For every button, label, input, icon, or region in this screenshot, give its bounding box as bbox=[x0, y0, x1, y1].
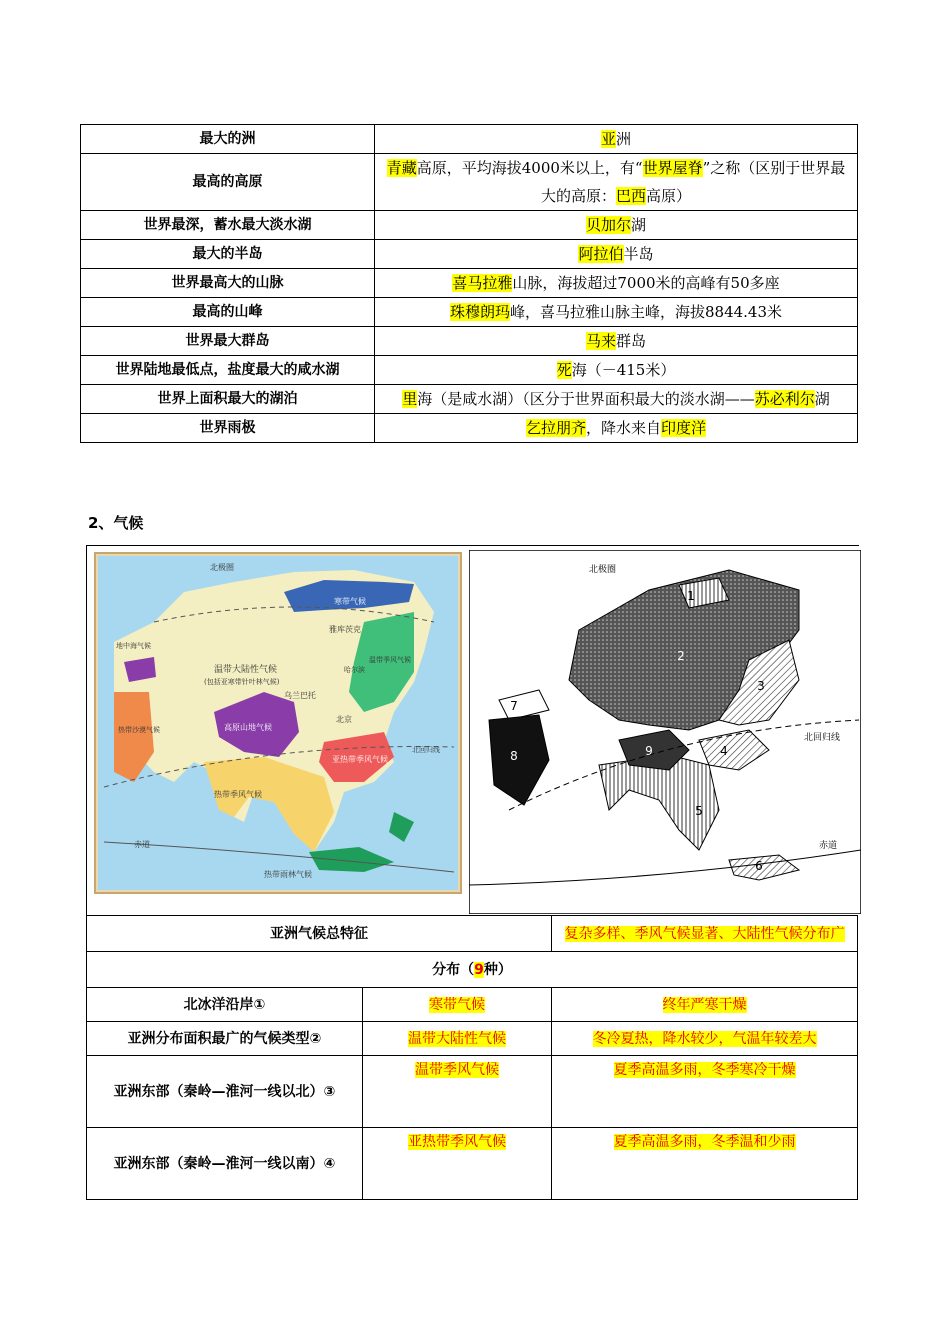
label-north-pole: 北极圈 bbox=[210, 563, 234, 572]
fact-key: 最高的山峰 bbox=[81, 298, 375, 327]
plain-text: 洲 bbox=[616, 130, 632, 148]
fact-value bbox=[375, 154, 858, 211]
fact-row bbox=[81, 327, 858, 356]
label-tropic-right: 北回归线 bbox=[804, 733, 841, 743]
climate-feature: 夏季高温多雨，冬季寒冷干燥 bbox=[613, 1062, 796, 1078]
label-highland: 高原山地气候 bbox=[224, 723, 272, 732]
plain-text: 高原，平均海拔4000米以上，有“ bbox=[416, 159, 643, 177]
plain-text: 湖 bbox=[631, 216, 647, 234]
region-cell: 北冰洋沿岸① bbox=[87, 988, 363, 1022]
fact-key: 最大的半岛 bbox=[81, 240, 375, 269]
fact-value bbox=[375, 385, 858, 414]
fact-key: 世界最高大的山脉 bbox=[81, 269, 375, 298]
zone-number-9: 9 bbox=[645, 744, 653, 758]
label-yakutsk: 雅库茨克 bbox=[329, 625, 361, 634]
fact-key: 世界上面积最大的湖泊 bbox=[81, 385, 375, 414]
climate-type: 亚热带季风气候 bbox=[408, 1134, 506, 1150]
zone-number-7: 7 bbox=[510, 699, 518, 713]
zone-number-3: 3 bbox=[757, 679, 765, 693]
plain-text: ，降水来自 bbox=[585, 419, 661, 437]
fact-value bbox=[375, 414, 858, 443]
label-equator: 赤道 bbox=[134, 840, 150, 849]
fact-row bbox=[81, 269, 858, 298]
highlighted-text: 里 bbox=[402, 390, 418, 408]
highlighted-text: 世界屋脊 bbox=[642, 159, 703, 177]
fact-value bbox=[375, 269, 858, 298]
climate-type: 寒带气候 bbox=[429, 996, 485, 1013]
plain-text: 峰，喜马拉雅山脉主峰，海拔8844.43米 bbox=[509, 303, 783, 321]
label-equator-right: 赤道 bbox=[819, 841, 838, 851]
zone-number-6: 6 bbox=[755, 859, 763, 873]
climate-type: 温带季风气候 bbox=[415, 1062, 499, 1078]
fact-value bbox=[375, 125, 858, 154]
label-rainforest: 热带雨林气候 bbox=[264, 870, 312, 879]
label-temp-monsoon: 温带季风气候 bbox=[369, 656, 411, 664]
region-cell: 亚洲分布面积最广的气候类型② bbox=[87, 1022, 363, 1056]
fact-value bbox=[375, 211, 858, 240]
label-cont: 温带大陆性气候 bbox=[214, 665, 278, 675]
label-desert: 热带沙漠气候 bbox=[118, 726, 160, 734]
fact-key: 世界雨极 bbox=[81, 414, 375, 443]
zone-number-8: 8 bbox=[510, 749, 518, 763]
distribution-row: 分布（9种） bbox=[87, 952, 858, 988]
plain-text: 湖 bbox=[814, 390, 830, 408]
fact-key: 最高的高原 bbox=[81, 154, 375, 211]
label-subtrop: 亚热带季风气候 bbox=[332, 755, 388, 764]
fact-row bbox=[81, 154, 858, 211]
highlighted-text: 贝加尔 bbox=[585, 216, 631, 234]
highlighted-text: 珠穆朗玛 bbox=[449, 303, 510, 321]
fact-row bbox=[81, 356, 858, 385]
climate-table bbox=[86, 915, 858, 1200]
label-harbin: 哈尔滨 bbox=[344, 666, 365, 674]
plain-text: 山脉，海拔超过7000米的高峰有50多座 bbox=[512, 274, 780, 292]
fact-key: 世界最深，蓄水最大淡水湖 bbox=[81, 211, 375, 240]
highlighted-text: 喜马拉雅 bbox=[452, 274, 513, 292]
fact-value bbox=[375, 298, 858, 327]
summary-value: 复杂多样、季风气候显著、大陆性气候分布广 bbox=[564, 925, 845, 942]
fact-key: 世界最大群岛 bbox=[81, 327, 375, 356]
highlighted-text: 苏必利尔 bbox=[754, 390, 815, 408]
plain-text: ”之称（区别于世界最大的高原： bbox=[540, 159, 846, 205]
fact-value bbox=[375, 356, 858, 385]
plain-text: 半岛 bbox=[623, 245, 654, 263]
climate-type: 温带大陆性气候 bbox=[408, 1030, 506, 1047]
climate-feature: 冬冷夏热，降水较少，气温年较差大 bbox=[592, 1030, 817, 1047]
region-cell: 亚洲东部（秦岭—淮河一线以南）④ bbox=[87, 1128, 363, 1200]
label-med: 地中海气候 bbox=[116, 642, 151, 650]
plain-text: 海（－415米） bbox=[571, 361, 676, 379]
asia-climate-map-colored bbox=[94, 552, 462, 894]
highlighted-text: 阿拉伯 bbox=[578, 245, 624, 263]
climate-feature: 夏季高温多雨，冬季温和少雨 bbox=[613, 1134, 796, 1150]
distribution-count: 9 bbox=[474, 961, 484, 978]
climate-feature: 终年严寒干燥 bbox=[662, 996, 747, 1013]
fact-key: 最大的洲 bbox=[81, 125, 375, 154]
plain-text: 高原） bbox=[646, 187, 692, 205]
highlighted-text: 死 bbox=[556, 361, 572, 379]
section-heading: 2、气候 bbox=[88, 514, 144, 532]
fact-row bbox=[81, 385, 858, 414]
zone-number-1: 1 bbox=[687, 589, 695, 603]
plain-text: 群岛 bbox=[616, 332, 647, 350]
label-tropic: 北回归线 bbox=[412, 746, 440, 754]
label-ice: 寒带气候 bbox=[334, 597, 366, 606]
asia-climate-map-numbered bbox=[469, 550, 861, 914]
fact-row bbox=[81, 125, 858, 154]
climate-maps bbox=[86, 545, 859, 917]
zone-number-4: 4 bbox=[720, 744, 728, 758]
zone-number-2: 2 bbox=[677, 649, 685, 663]
highlighted-text: 亚 bbox=[600, 130, 616, 148]
highlighted-text: 印度洋 bbox=[661, 419, 707, 437]
geography-facts-table bbox=[80, 124, 858, 443]
summary-label: 亚洲气候总特征 bbox=[87, 916, 552, 952]
highlighted-text: 马来 bbox=[585, 332, 616, 350]
fact-row bbox=[81, 414, 858, 443]
highlighted-text: 乞拉朋齐 bbox=[525, 419, 586, 437]
fact-value bbox=[375, 327, 858, 356]
label-trop-monsoon: 热带季风气候 bbox=[214, 790, 262, 799]
fact-value bbox=[375, 240, 858, 269]
fact-row bbox=[81, 298, 858, 327]
zone-number-5: 5 bbox=[695, 804, 703, 818]
region-cell: 亚洲东部（秦岭—淮河一线以北）③ bbox=[87, 1056, 363, 1128]
fact-row bbox=[81, 211, 858, 240]
highlighted-text: 青藏 bbox=[386, 159, 417, 177]
label-cont-sub: (包括亚寒带针叶林气候) bbox=[204, 678, 280, 686]
fact-row bbox=[81, 240, 858, 269]
highlighted-text: 巴西 bbox=[615, 187, 646, 205]
label-ulaanbaatar: 乌兰巴托 bbox=[284, 691, 316, 700]
label-beijing: 北京 bbox=[336, 715, 352, 724]
fact-key: 世界陆地最低点，盐度最大的咸水湖 bbox=[81, 356, 375, 385]
plain-text: 海（是咸水湖）（区分于世界面积最大的淡水湖—— bbox=[417, 390, 755, 408]
label-arctic: 北极圈 bbox=[589, 565, 617, 575]
